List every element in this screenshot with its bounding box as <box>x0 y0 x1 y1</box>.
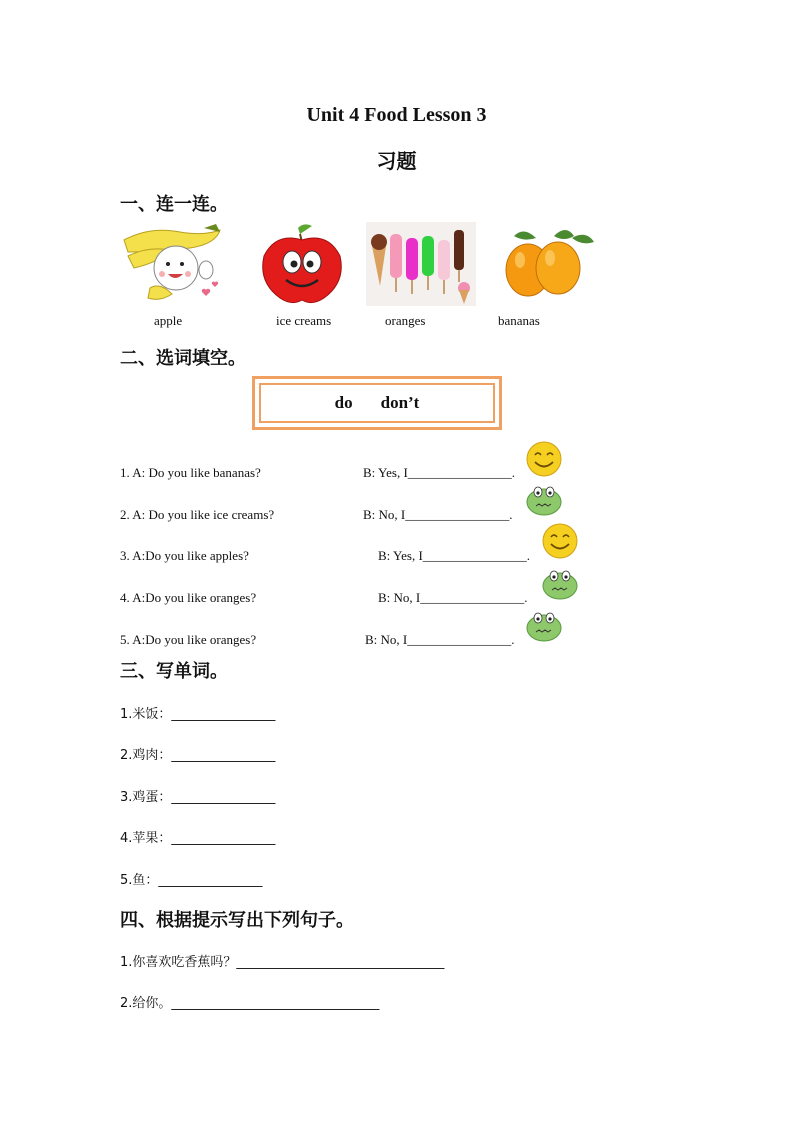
smile-face-icon <box>541 522 579 560</box>
apple-picture <box>256 222 366 306</box>
question-1-b: B: Yes, I________________. <box>363 465 516 480</box>
question-5-b: B: No, I________________. <box>365 632 515 647</box>
smile-face-icon <box>525 440 563 478</box>
word-dont: don’t <box>380 393 420 412</box>
section-heading-match: 一、连一连。 <box>120 194 228 215</box>
question-5-a: 5. A:Do you like oranges? <box>120 632 257 647</box>
section-heading-words: 三、写单词。 <box>120 661 228 682</box>
word-blank-4: 4.苹果：________________ <box>120 831 276 846</box>
page-subtitle: 习题 <box>376 149 417 173</box>
caption-oranges: oranges <box>385 313 426 328</box>
question-3-b: B: Yes, I________________. <box>378 548 531 563</box>
question-3-a: 3. A:Do you like apples? <box>120 548 249 563</box>
sentence-blank-1: 1.你喜欢吃香蕉吗？________________________________ <box>120 955 445 970</box>
banana-picture <box>120 222 230 306</box>
caption-bananas: bananas <box>498 313 540 328</box>
section-heading-sentences: 四、根据提示写出下列句子。 <box>120 910 354 931</box>
section-heading-fill: 二、选词填空。 <box>120 348 246 369</box>
frown-face-icon <box>541 564 579 602</box>
word-blank-2: 2.鸡肉：________________ <box>120 748 276 763</box>
caption-ice-creams: ice creams <box>276 313 332 328</box>
word-blank-1: 1.米饭：________________ <box>120 707 276 722</box>
frown-face-icon <box>525 606 563 644</box>
question-4-a: 4. A:Do you like oranges? <box>120 590 257 605</box>
question-2-a: 2. A: Do you like ice creams? <box>120 507 275 522</box>
oranges-picture <box>494 222 604 306</box>
sentence-blank-2: 2.给你。________________________________ <box>120 996 380 1011</box>
word-do: do <box>334 393 353 412</box>
ice-creams-picture <box>366 222 476 306</box>
page-title: Unit 4 Food Lesson 3 <box>306 104 487 126</box>
question-1-a: 1. A: Do you like bananas? <box>120 465 261 480</box>
question-4-b: B: No, I________________. <box>378 590 528 605</box>
word-blank-3: 3.鸡蛋：________________ <box>120 790 276 805</box>
frown-face-icon <box>525 480 563 518</box>
caption-apple: apple <box>154 313 183 328</box>
word-choice-box <box>252 376 502 430</box>
word-blank-5: 5.鱼：________________ <box>120 873 263 888</box>
question-2-b: B: No, I________________. <box>363 507 513 522</box>
